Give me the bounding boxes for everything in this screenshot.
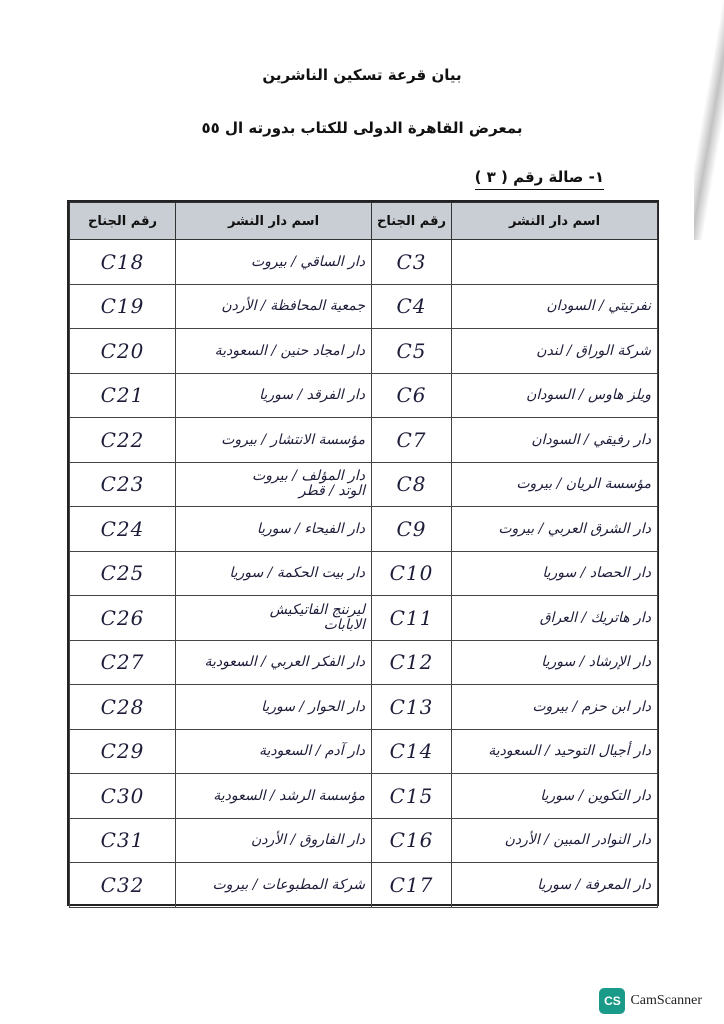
booth-number-cell: C29 bbox=[70, 729, 176, 774]
booth-number-cell: C14 bbox=[372, 729, 452, 774]
publisher-name-line: ليرننج الفاتيكيش bbox=[269, 601, 365, 618]
publisher-name-cell: دار الفكر العربي / السعودية bbox=[176, 640, 372, 685]
publisher-name-cell: شركة المطبوعات / بيروت bbox=[176, 863, 372, 908]
publisher-name-cell: شركة الوراق / لندن bbox=[452, 329, 658, 374]
booth-number-cell: C19 bbox=[70, 284, 176, 329]
table-header-row bbox=[70, 203, 658, 240]
publisher-name-cell: دار بيت الحكمة / سوريا bbox=[176, 551, 372, 596]
publisher-name-cell: دار آدم / السعودية bbox=[176, 729, 372, 774]
table-row bbox=[70, 240, 658, 285]
booth-number-cell: C30 bbox=[70, 774, 176, 819]
booth-number-cell: C17 bbox=[372, 863, 452, 908]
booth-number-cell: C32 bbox=[70, 863, 176, 908]
publisher-name-cell: مؤسسة الرشد / السعودية bbox=[176, 774, 372, 819]
booth-number-cell: C9 bbox=[372, 507, 452, 552]
table-row bbox=[70, 551, 658, 596]
booth-number-cell: C31 bbox=[70, 818, 176, 863]
document-title: بيان قرعة تسكين الناشرين bbox=[262, 66, 462, 84]
booth-number-cell: C12 bbox=[372, 640, 452, 685]
booth-number-cell: C23 bbox=[70, 462, 176, 507]
header-publisher-name: اسم دار النشر bbox=[452, 203, 658, 240]
table-row bbox=[70, 685, 658, 730]
booth-number-cell: C24 bbox=[70, 507, 176, 552]
publisher-name-cell: دار ابن حزم / بيروت bbox=[452, 685, 658, 730]
publisher-name-cell bbox=[452, 240, 658, 285]
publisher-name-cell: دار أجيال التوحيد / السعودية bbox=[452, 729, 658, 774]
publisher-name-cell: دار الشرق العربي / بيروت bbox=[452, 507, 658, 552]
hall-underline bbox=[475, 189, 604, 190]
table-row bbox=[70, 329, 658, 374]
publisher-name-cell: مؤسسة الريان / بيروت bbox=[452, 462, 658, 507]
booth-number-cell: C16 bbox=[372, 818, 452, 863]
publisher-name-cell: دار التكوين / سوريا bbox=[452, 774, 658, 819]
publishers-table bbox=[69, 202, 658, 908]
booth-number-cell: C7 bbox=[372, 418, 452, 463]
booth-number-cell: C21 bbox=[70, 373, 176, 418]
publisher-name-line: دار المؤلف / بيروت bbox=[252, 468, 365, 485]
camscanner-logo-icon: CS bbox=[599, 988, 625, 1014]
publisher-name-cell: جمعية المحافظة / الأردن bbox=[176, 284, 372, 329]
booth-number-cell: C18 bbox=[70, 240, 176, 285]
booth-number-cell: C28 bbox=[70, 685, 176, 730]
booth-number-cell: C8 bbox=[372, 462, 452, 507]
booth-number-cell: C26 bbox=[70, 596, 176, 641]
booth-number-cell: C22 bbox=[70, 418, 176, 463]
publisher-name-cell: دار رفيقي / السودان bbox=[452, 418, 658, 463]
table-row bbox=[70, 818, 658, 863]
booth-number-cell: C13 bbox=[372, 685, 452, 730]
publisher-name-cell: دار الفيحاء / سوريا bbox=[176, 507, 372, 552]
booth-number-cell: C27 bbox=[70, 640, 176, 685]
document-subtitle: بمعرض القاهرة الدولى للكتاب بدورته ال ٥٥ bbox=[201, 119, 523, 137]
table-row bbox=[70, 596, 658, 641]
publishers-table-frame bbox=[67, 200, 659, 906]
publisher-name-cell: دار المعرفة / سوريا bbox=[452, 863, 658, 908]
publisher-name-line: الابابات bbox=[323, 616, 365, 633]
table-row bbox=[70, 729, 658, 774]
booth-number-cell: C15 bbox=[372, 774, 452, 819]
camscanner-watermark bbox=[599, 988, 702, 1014]
publisher-name-cell: دار النوادر المبين / الأردن bbox=[452, 818, 658, 863]
table-body bbox=[70, 240, 658, 908]
table-row bbox=[70, 418, 658, 463]
hall-label-text: ١- صالة رقم ( ٣ ) bbox=[474, 168, 604, 186]
publisher-name-cell: دار امجاد حنين / السعودية bbox=[176, 329, 372, 374]
publisher-name-cell: دار الحصاد / سوريا bbox=[452, 551, 658, 596]
camscanner-label: CamScanner bbox=[630, 993, 702, 1008]
publisher-name-cell: ويلز هاوس / السودان bbox=[452, 373, 658, 418]
header-booth-number: رقم الجناح bbox=[70, 203, 176, 240]
publisher-name-cell: دار الفاروق / الأردن bbox=[176, 818, 372, 863]
publisher-name-cell bbox=[176, 462, 372, 507]
table-row bbox=[70, 640, 658, 685]
booth-number-cell: C20 bbox=[70, 329, 176, 374]
publisher-name-cell: دار الإرشاد / سوريا bbox=[452, 640, 658, 685]
table-row bbox=[70, 507, 658, 552]
publisher-name-line: الوتد / قطر bbox=[298, 483, 365, 500]
publisher-name-cell: مؤسسة الانتشار / بيروت bbox=[176, 418, 372, 463]
booth-number-cell: C10 bbox=[372, 551, 452, 596]
booth-number-cell: C25 bbox=[70, 551, 176, 596]
table-row bbox=[70, 373, 658, 418]
publisher-name-cell: نفرتيتي / السودان bbox=[452, 284, 658, 329]
publisher-name-cell: دار هاتريك / العراق bbox=[452, 596, 658, 641]
publisher-name-cell bbox=[176, 596, 372, 641]
booth-number-cell: C6 bbox=[372, 373, 452, 418]
header-publisher-name: اسم دار النشر bbox=[176, 203, 372, 240]
header-booth-number: رقم الجناح bbox=[372, 203, 452, 240]
hall-label bbox=[475, 168, 604, 186]
table-row bbox=[70, 863, 658, 908]
booth-number-cell: C4 bbox=[372, 284, 452, 329]
publisher-name-cell: دار الساقي / بيروت bbox=[176, 240, 372, 285]
booth-number-cell: C3 bbox=[372, 240, 452, 285]
booth-number-cell: C11 bbox=[372, 596, 452, 641]
booth-number-cell: C5 bbox=[372, 329, 452, 374]
publisher-name-cell: دار الفرقد / سوريا bbox=[176, 373, 372, 418]
table-row bbox=[70, 462, 658, 507]
table-row bbox=[70, 284, 658, 329]
table-row bbox=[70, 774, 658, 819]
publisher-name-cell: دار الحوار / سوريا bbox=[176, 685, 372, 730]
